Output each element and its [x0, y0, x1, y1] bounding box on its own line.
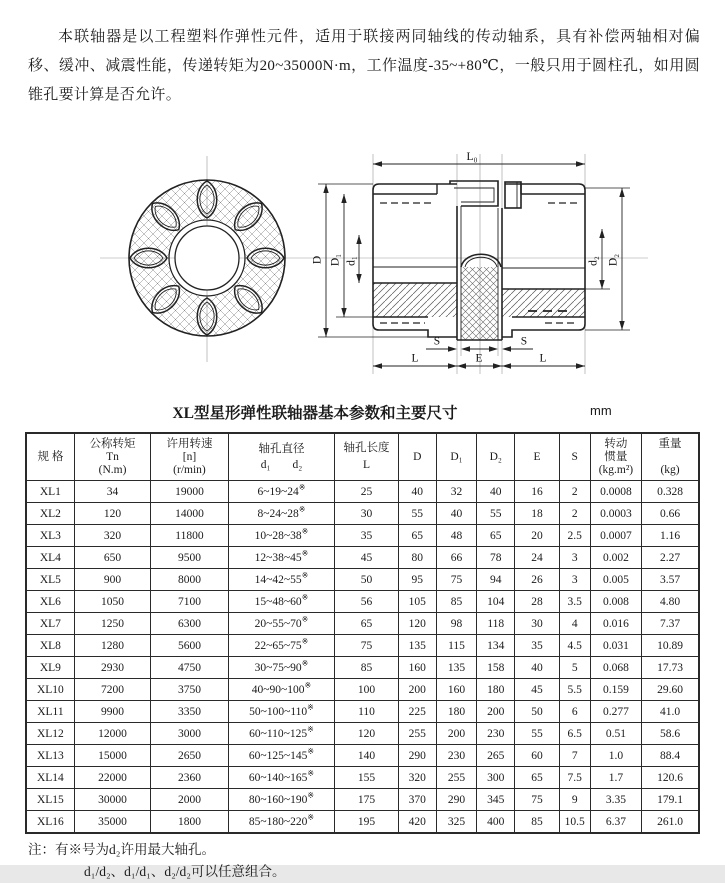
- cell-s: 5: [559, 657, 590, 679]
- cell-length: 30: [335, 503, 398, 525]
- cell-s: 9: [559, 789, 590, 811]
- cell-speed: 7100: [151, 591, 228, 613]
- cell-weight: 1.16: [642, 525, 699, 547]
- cell-d: 65: [398, 525, 436, 547]
- cell-d2: 55: [477, 503, 515, 525]
- col-header-spec: 规 格: [26, 433, 74, 481]
- cell-e: 16: [515, 481, 559, 503]
- cell-e: 24: [515, 547, 559, 569]
- cell-d2: 265: [477, 745, 515, 767]
- cell-torque: 22000: [74, 767, 150, 789]
- cell-spec: XL16: [26, 811, 74, 834]
- cell-d: 40: [398, 481, 436, 503]
- cell-inertia: 0.031: [590, 635, 641, 657]
- cell-weight: 179.1: [642, 789, 699, 811]
- cell-torque: 12000: [74, 723, 150, 745]
- table-row: [26, 503, 699, 525]
- cell-e: 60: [515, 745, 559, 767]
- cell-e: 26: [515, 569, 559, 591]
- cell-spec: XL14: [26, 767, 74, 789]
- cell-speed: 3350: [151, 701, 228, 723]
- cell-speed: 19000: [151, 481, 228, 503]
- cell-s: 3.5: [559, 591, 590, 613]
- col-header-speed: 许用转速 [n] (r/min): [151, 433, 228, 481]
- cell-weight: 10.89: [642, 635, 699, 657]
- cell-speed: 14000: [151, 503, 228, 525]
- col-header-s: S: [559, 433, 590, 481]
- cell-e: 85: [515, 811, 559, 834]
- table-row: [26, 591, 699, 613]
- cell-speed: 2000: [151, 789, 228, 811]
- table-row: [26, 547, 699, 569]
- coupling-drawing: [0, 0, 725, 395]
- cell-d2: 134: [477, 635, 515, 657]
- cell-torque: 1280: [74, 635, 150, 657]
- cell-speed: 9500: [151, 547, 228, 569]
- cell-d: 135: [398, 635, 436, 657]
- dim-label-d2-bore: d₂: [587, 256, 600, 266]
- cell-s: 2.5: [559, 525, 590, 547]
- cell-speed: 11800: [151, 525, 228, 547]
- note-line-1: 注：有※号为d₂许用最大轴孔。: [28, 842, 215, 857]
- cell-inertia: 0.008: [590, 591, 641, 613]
- col-header-bore: 轴孔直径 d₁ d₂: [228, 433, 335, 481]
- cell-inertia: 0.0008: [590, 481, 641, 503]
- dim-label-s-left: S: [433, 335, 441, 348]
- cell-inertia: 0.005: [590, 569, 641, 591]
- table-row: [26, 701, 699, 723]
- cell-d: 290: [398, 745, 436, 767]
- cell-inertia: 1.7: [590, 767, 641, 789]
- cell-inertia: 3.35: [590, 789, 641, 811]
- cell-bore: 80~160~190※: [228, 789, 335, 811]
- cell-length: 175: [335, 789, 398, 811]
- table-row: [26, 657, 699, 679]
- cell-d1: 255: [436, 767, 476, 789]
- cell-d1: 160: [436, 679, 476, 701]
- table-row: [26, 481, 699, 503]
- cell-length: 45: [335, 547, 398, 569]
- cell-d1: 135: [436, 657, 476, 679]
- cell-spec: XL7: [26, 613, 74, 635]
- cell-torque: 9900: [74, 701, 150, 723]
- cell-s: 6: [559, 701, 590, 723]
- table-row: [26, 745, 699, 767]
- cell-weight: 17.73: [642, 657, 699, 679]
- cell-bore: 10~28~38※: [228, 525, 335, 547]
- cell-bore: 8~24~28※: [228, 503, 335, 525]
- cell-weight: 0.328: [642, 481, 699, 503]
- cell-d1: 98: [436, 613, 476, 635]
- cell-length: 25: [335, 481, 398, 503]
- cell-bore: 60~140~165※: [228, 767, 335, 789]
- cell-d2: 65: [477, 525, 515, 547]
- cell-e: 18: [515, 503, 559, 525]
- cell-inertia: 6.37: [590, 811, 641, 834]
- cell-inertia: 0.51: [590, 723, 641, 745]
- cell-bore: 60~125~145※: [228, 745, 335, 767]
- cell-length: 110: [335, 701, 398, 723]
- cell-s: 4.5: [559, 635, 590, 657]
- cell-inertia: 0.277: [590, 701, 641, 723]
- cell-speed: 8000: [151, 569, 228, 591]
- cell-torque: 34: [74, 481, 150, 503]
- cell-bore: 60~110~125※: [228, 723, 335, 745]
- cell-d: 95: [398, 569, 436, 591]
- cell-d1: 290: [436, 789, 476, 811]
- table-unit: mm: [590, 403, 612, 418]
- parameter-table-section: [0, 401, 725, 883]
- table-row: [26, 723, 699, 745]
- cell-torque: 120: [74, 503, 150, 525]
- table-notes: [28, 839, 725, 883]
- cell-d2: 158: [477, 657, 515, 679]
- cell-weight: 29.60: [642, 679, 699, 701]
- cell-d: 55: [398, 503, 436, 525]
- cell-bore: 40~90~100※: [228, 679, 335, 701]
- cell-torque: 320: [74, 525, 150, 547]
- cell-e: 65: [515, 767, 559, 789]
- cell-bore: 22~65~75※: [228, 635, 335, 657]
- cell-s: 3: [559, 547, 590, 569]
- dim-label-l-right: L: [539, 352, 547, 365]
- cell-length: 140: [335, 745, 398, 767]
- cell-d: 420: [398, 811, 436, 834]
- dim-label-e: E: [475, 352, 483, 365]
- col-header-d: D: [398, 433, 436, 481]
- cell-spec: XL2: [26, 503, 74, 525]
- cell-s: 2: [559, 503, 590, 525]
- cell-d: 120: [398, 613, 436, 635]
- cell-weight: 0.66: [642, 503, 699, 525]
- bore-hole: [175, 226, 239, 290]
- table-row: [26, 811, 699, 834]
- cell-bore: 12~38~45※: [228, 547, 335, 569]
- cell-spec: XL3: [26, 525, 74, 547]
- cell-d2: 230: [477, 723, 515, 745]
- cell-spec: XL1: [26, 481, 74, 503]
- cell-e: 40: [515, 657, 559, 679]
- cell-d2: 200: [477, 701, 515, 723]
- cell-speed: 3750: [151, 679, 228, 701]
- col-header-d2: D₂: [477, 433, 515, 481]
- cell-torque: 7200: [74, 679, 150, 701]
- cell-torque: 15000: [74, 745, 150, 767]
- cell-spec: XL15: [26, 789, 74, 811]
- cell-bore: 50~100~110※: [228, 701, 335, 723]
- col-header-e: E: [515, 433, 559, 481]
- cell-d1: 32: [436, 481, 476, 503]
- cell-spec: XL9: [26, 657, 74, 679]
- dim-label-s-right: S: [520, 335, 528, 348]
- table-row: [26, 569, 699, 591]
- cell-d2: 180: [477, 679, 515, 701]
- dim-label-d: D: [311, 255, 324, 265]
- cell-length: 100: [335, 679, 398, 701]
- cell-d: 160: [398, 657, 436, 679]
- cell-s: 2: [559, 481, 590, 503]
- cell-speed: 3000: [151, 723, 228, 745]
- cell-inertia: 0.159: [590, 679, 641, 701]
- cell-d2: 400: [477, 811, 515, 834]
- cell-bore: 30~75~90※: [228, 657, 335, 679]
- cell-spec: XL8: [26, 635, 74, 657]
- col-header-d1: D₁: [436, 433, 476, 481]
- cell-e: 20: [515, 525, 559, 547]
- cell-torque: 900: [74, 569, 150, 591]
- dim-label-l0: L₀: [466, 151, 478, 163]
- table-row: [26, 789, 699, 811]
- cell-spec: XL6: [26, 591, 74, 613]
- cell-d1: 325: [436, 811, 476, 834]
- cell-bore: 15~48~60※: [228, 591, 335, 613]
- cell-weight: 88.4: [642, 745, 699, 767]
- cell-s: 7.5: [559, 767, 590, 789]
- cell-s: 7: [559, 745, 590, 767]
- cell-spec: XL12: [26, 723, 74, 745]
- cell-e: 30: [515, 613, 559, 635]
- cell-e: 45: [515, 679, 559, 701]
- cell-inertia: 0.068: [590, 657, 641, 679]
- cell-speed: 1800: [151, 811, 228, 834]
- cell-d2: 300: [477, 767, 515, 789]
- cell-torque: 35000: [74, 811, 150, 834]
- cell-s: 5.5: [559, 679, 590, 701]
- cell-e: 50: [515, 701, 559, 723]
- note-line-2: d₁/d₂、d₁/d₁、d₂/d₂可以任意组合。: [84, 864, 286, 879]
- cell-e: 35: [515, 635, 559, 657]
- cell-inertia: 0.0003: [590, 503, 641, 525]
- cell-inertia: 0.016: [590, 613, 641, 635]
- cell-s: 3: [559, 569, 590, 591]
- cell-length: 195: [335, 811, 398, 834]
- cell-d2: 40: [477, 481, 515, 503]
- cell-e: 75: [515, 789, 559, 811]
- cell-length: 155: [335, 767, 398, 789]
- header-row: [26, 433, 699, 481]
- cell-weight: 261.0: [642, 811, 699, 834]
- cell-length: 75: [335, 635, 398, 657]
- cell-spec: XL10: [26, 679, 74, 701]
- cell-weight: 41.0: [642, 701, 699, 723]
- cell-s: 4: [559, 613, 590, 635]
- cell-weight: 4.80: [642, 591, 699, 613]
- cell-spec: XL4: [26, 547, 74, 569]
- cell-length: 35: [335, 525, 398, 547]
- cell-d1: 75: [436, 569, 476, 591]
- cell-d2: 118: [477, 613, 515, 635]
- cell-d1: 85: [436, 591, 476, 613]
- table-row: [26, 613, 699, 635]
- cell-inertia: 0.002: [590, 547, 641, 569]
- cell-d1: 40: [436, 503, 476, 525]
- cell-bore: 85~180~220※: [228, 811, 335, 834]
- cell-d: 80: [398, 547, 436, 569]
- cell-spec: XL5: [26, 569, 74, 591]
- cell-d2: 104: [477, 591, 515, 613]
- cell-inertia: 0.0007: [590, 525, 641, 547]
- cell-torque: 1050: [74, 591, 150, 613]
- cell-d1: 180: [436, 701, 476, 723]
- cell-weight: 7.37: [642, 613, 699, 635]
- cell-bore: 6~19~24※: [228, 481, 335, 503]
- cell-inertia: 1.0: [590, 745, 641, 767]
- cell-speed: 2650: [151, 745, 228, 767]
- coupling-section-view: [312, 151, 631, 369]
- cell-spec: XL13: [26, 745, 74, 767]
- table-title: XL型星形弹性联轴器基本参数和主要尺寸: [172, 405, 458, 422]
- cell-d: 200: [398, 679, 436, 701]
- cell-weight: 120.6: [642, 767, 699, 789]
- cell-d: 370: [398, 789, 436, 811]
- dim-label-d1-flange: D₁: [329, 253, 342, 267]
- cell-d1: 200: [436, 723, 476, 745]
- cell-d1: 230: [436, 745, 476, 767]
- table-row: [26, 635, 699, 657]
- cell-length: 50: [335, 569, 398, 591]
- cell-s: 10.5: [559, 811, 590, 834]
- table-row: [26, 767, 699, 789]
- cell-torque: 650: [74, 547, 150, 569]
- cell-speed: 6300: [151, 613, 228, 635]
- table-row: [26, 679, 699, 701]
- col-header-weight: 重量 (kg): [642, 433, 699, 481]
- cell-s: 6.5: [559, 723, 590, 745]
- cell-d: 320: [398, 767, 436, 789]
- col-header-torque: 公称转矩 Tn (N.m): [74, 433, 150, 481]
- table-row: [26, 525, 699, 547]
- cell-d1: 48: [436, 525, 476, 547]
- cell-d1: 115: [436, 635, 476, 657]
- cell-speed: 5600: [151, 635, 228, 657]
- cell-d2: 345: [477, 789, 515, 811]
- dim-label-l-left: L: [411, 352, 419, 365]
- cell-bore: 14~42~55※: [228, 569, 335, 591]
- col-header-inertia: 转动 惯量 (kg.m²): [590, 433, 641, 481]
- cell-torque: 30000: [74, 789, 150, 811]
- cell-d2: 94: [477, 569, 515, 591]
- cell-torque: 2930: [74, 657, 150, 679]
- cell-weight: 58.6: [642, 723, 699, 745]
- cell-weight: 3.57: [642, 569, 699, 591]
- cell-d: 105: [398, 591, 436, 613]
- cell-speed: 4750: [151, 657, 228, 679]
- dim-label-d1-bore: d₁: [345, 256, 358, 266]
- cell-bore: 20~55~70※: [228, 613, 335, 635]
- cell-length: 120: [335, 723, 398, 745]
- cell-spec: XL11: [26, 701, 74, 723]
- cell-speed: 2360: [151, 767, 228, 789]
- cell-length: 65: [335, 613, 398, 635]
- cell-d: 255: [398, 723, 436, 745]
- intro-paragraph: 本联轴器是以工程塑料作弹性元件，适用于联接两同轴线的传动轴系，具有补偿两轴相对偏移、缓冲、减震性能，传递转矩为20~35000N·m，工作温度-35~+80℃，一般只用于圆柱孔，如用圆锥孔要计算是否允许。: [28, 29, 700, 103]
- cell-d1: 66: [436, 547, 476, 569]
- cell-weight: 2.27: [642, 547, 699, 569]
- spec-table: [25, 432, 700, 834]
- cell-d2: 78: [477, 547, 515, 569]
- cell-length: 56: [335, 591, 398, 613]
- star-elastomer-front-view: [129, 180, 285, 336]
- cell-e: 55: [515, 723, 559, 745]
- col-header-length: 轴孔长度 L: [335, 433, 398, 481]
- dim-label-d2-outer: D₂: [607, 253, 620, 267]
- cell-torque: 1250: [74, 613, 150, 635]
- cell-e: 28: [515, 591, 559, 613]
- cell-d: 225: [398, 701, 436, 723]
- cell-length: 85: [335, 657, 398, 679]
